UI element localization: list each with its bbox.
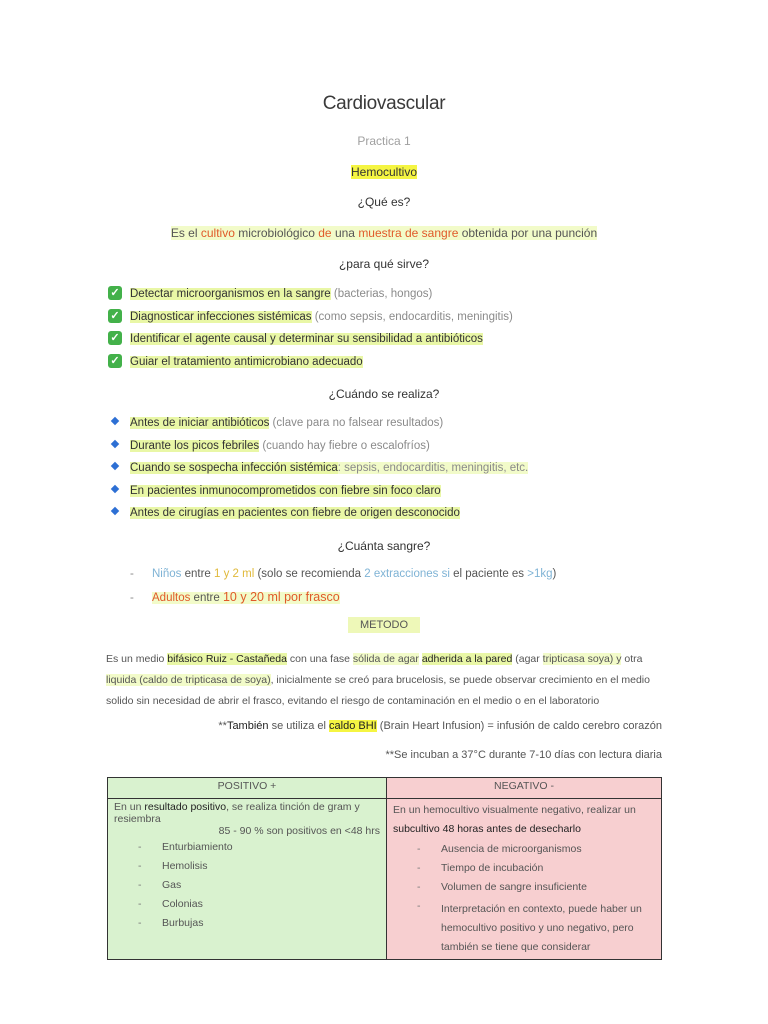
positive-header: POSITIVO + [108,778,387,799]
page-subtitle: Practica 1 [357,134,411,148]
method-heading: METODO [0,619,768,631]
list-item: - Hemolisis [138,860,208,872]
question-what: ¿Qué es? [357,195,411,209]
question-amount: ¿Cuánta sangre? [337,539,431,553]
list-item: - Gas [138,879,182,891]
list-item: - Adultos entre 10 y 20 ml por frasco [130,590,340,604]
list-item: - Interpretación en contexto, puede haber un hemocultivo positivo y uno negativo, pero también se tiene que considerar [417,900,642,953]
check-mark-icon: ✓ [108,309,122,323]
negative-cell: En un hemocultivo visualmente negativo, realizar un subcultivo 48 horas antes de desecharlo - Ausencia de microorganismos - Tiempo de incubación - Volumen de sangre insuficiente - Interpretación en contexto, puede haber un hemocultivo positivo y uno negativo, pero también se tiene que considerar [387,799,662,960]
list-item: ✓ Diagnosticar infecciones sistémicas (como sepsis, endocarditis, meningitis) [108,310,513,333]
blue-diamond-icon [111,507,119,515]
list-item: Durante los picos febriles (cuando hay fiebre o escalofríos) [112,440,528,463]
blue-diamond-icon [111,417,119,425]
definition: Es el cultivo microbiológico de una muestra de sangre obtenida por una punción [170,226,598,240]
list-item: - Tiempo de incubación [417,862,544,874]
list-item: Antes de cirugías en pacientes con fiebre de origen desconocido [112,507,528,530]
list-item: ✓ Identificar el agente causal y determinar su sensibilidad a antibióticos [108,332,513,355]
list-item: - Enturbiamiento [138,841,233,853]
list-item: Cuando se sospecha infección sistémica: sepsis, endocarditis, meningitis, etc. [112,462,528,485]
list-item: - Burbujas [138,917,204,929]
blue-diamond-icon [111,439,119,447]
list-item: - Niños entre 1 y 2 ml (solo se recomienda 2 extracciones si el paciente es >1kg) [130,568,557,580]
question-when: ¿Cuándo se realiza? [328,387,440,401]
note-bhi: **También se utiliza el caldo BHI (Brain Heart Infusion) = infusión de caldo cerebro corazón [218,720,662,732]
positive-cell: En un resultado positivo, se realiza tinción de gram y resiembra 85 - 90 % son positivos en <48 hrs - Enturbiamiento - Hemolisis - Gas - Colonias - Burbujas [108,799,387,960]
list-item: Antes de iniciar antibióticos (clave para no falsear resultados) [112,417,528,440]
topic-label: Hemocultivo [350,165,418,179]
list-item: - Volumen de sangre insuficiente [417,881,587,893]
list-item: ✓ Detectar microorganismos en la sangre (bacterias, hongos) [108,287,513,310]
topic-heading [0,165,768,179]
table-row [108,799,662,960]
list-item: - Ausencia de microorganismos [417,843,582,855]
list-item: En pacientes inmunocomprometidos con fiebre sin foco claro [112,485,528,508]
uses-list [108,287,513,377]
amount-list [130,568,556,612]
check-mark-icon: ✓ [108,331,122,345]
blue-diamond-icon [111,462,119,470]
question-purpose: ¿para qué sirve? [338,257,430,271]
method-paragraph: Es un medio bifásico Ruiz - Castañeda con una fase sólida de agar adherida a la pared (agar tripticasa soya) y otra liquida (caldo de tripticasa de soya), inicialmente se creó para brucelosis, se puede observar crecimiento en el medio solido sin necesidad de abrir el frasco, evitando el riesgo de contaminación en el medio o en el laboratorio [106,653,650,707]
negative-header: NEGATIVO - [387,778,662,799]
check-mark-icon: ✓ [108,354,122,368]
check-mark-icon: ✓ [108,286,122,300]
when-list [112,417,528,530]
table-header-row [108,778,662,799]
list-item: ✓ Guiar el tratamiento antimicrobiano adecuado [108,355,513,378]
blue-diamond-icon [111,484,119,492]
page-title: Cardiovascular [322,93,446,114]
list-item: - Colonias [138,898,203,910]
note-incubation: **Se incuban a 37°C durante 7-10 días con lectura diaria [385,749,662,761]
results-table [107,777,662,960]
